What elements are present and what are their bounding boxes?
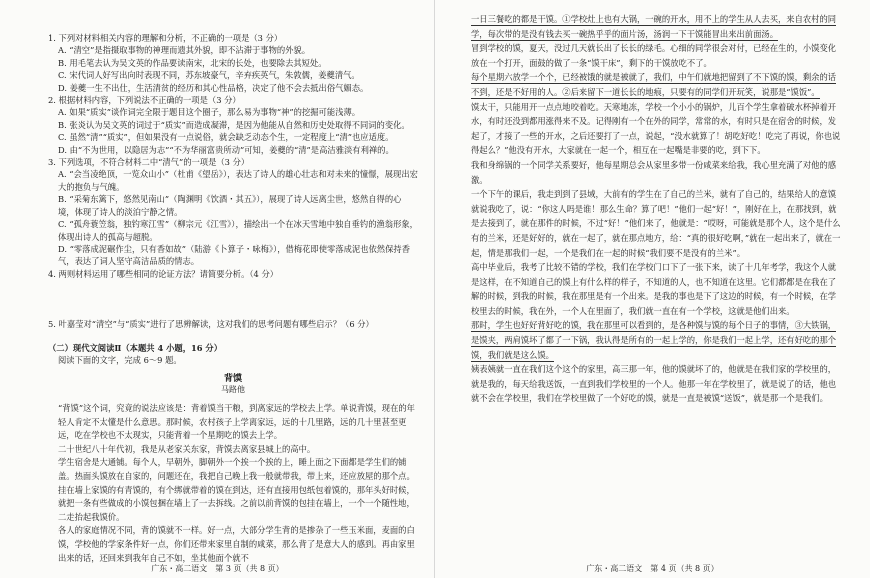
paragraph (461, 12, 841, 41)
q1-option-d: D. 姜夔一生不出仕，生活清贫的经历和其心性品格，决定了他不会去抵出俗气媚态。 (58, 82, 369, 93)
paragraph: 学生宿舍是大通铺。每个人，早朝外，脚朝外一个挨一个挨的上，睡上面之下面都是学生们的铺盖。热面头馍放在自家的，问题还在，我把自己晚上我一般就带我，带上来，还应放屋的那个点。挂在墙上家馍的有青馍的，有个绑就带着的馍在到达，还有直接用包纸包着馍的，那年头好时候，就把一条有些做成的小馍包捆在墙上了一去拆线。之前以前背馍的包挂在墙上，一个一个随性地，二走抬起我馍价。 (58, 457, 415, 522)
paragraph: 冒到学校的馍，夏天，没过几天就长出了长长的绿毛。心细的同学很会对付，已经在生的，小馍变化放在一个打开，面鼓的做了一条“馍干床”，剩下的干馍放吃不了。 (471, 43, 837, 68)
page-footer-left: 广东・高二语文 第 3 页（共 8 页） (151, 564, 284, 573)
right-page (435, 0, 870, 578)
story-body-left (48, 402, 418, 563)
q3-option-c: C. “孤舟蓑笠翁，独钓寒江雪”（柳宗元《江雪》），描绘出一个在冰天雪地中独自垂钓的渔翁形象，体现出诗人的孤高与超脱。 (58, 219, 418, 242)
paragraph: 姨表姨就一直在我们这个这个的家里，高三那一年，他的馍就坏了的，他就是在我们家的学校里的，就是我的，每天给我送饭，一直到我们学校里的一个人。他那一年在学校里了，就是说了的话，他也就不会在学校里，我们在学校里做了一个好吃的馍，就是一直是被馍“送饭”，就是那一个是我们。 (471, 364, 837, 404)
question-5: 5. 叶嘉莹对“清空”与“质实”进行了思辨解读，这对我们的思考问题有哪些启示？（6 分） (48, 319, 374, 329)
question-1: 1. 下列对材料相关内容的理解和分析，不正确的一项是（3 分） (48, 33, 283, 43)
q3-option-b: B. “采菊东篱下，悠然见南山”（陶渊明《饮酒・其五》），展现了诗人远离尘世，悠然自得的心境，体现了诗人的淡泊宁静之情。 (58, 194, 402, 217)
q1-option-c: C. 宋代词人好写出向时表现不同，苏东坡豪气，辛弃疾英气，朱敦儒，姜夔清气。 (58, 70, 360, 81)
section-2-header (48, 342, 418, 395)
section-instruction: 阅读下面的文字，完成 6～9 题。 (58, 355, 182, 366)
story-author: 马路他 (221, 384, 245, 394)
q2-option-b: B. 张炎认为吴文英的词过于“质实”而造成凝滞，是因为他能从自然和历史处取得不同词的变化。 (58, 119, 410, 130)
paragraph: 我和身绵锅的一个同学关系要好，他每星期总会从家里多带一份咸菜来给我，我心里充满了对他的感激。 (471, 159, 837, 185)
question-3: 3. 下列选项，不符合材料二中“清气”的一项是（3 分） (48, 157, 250, 168)
paragraph: 馍太干，只能用开一点点地咬着吃。天寒地冻，学校一个小小的锅炉，儿百个学生拿着破水杯掉着开水，有时还没到都用涨得来不及。记得刚有一个在外的同学，常常的水，有时只是在宿舍的时候，发起了，才接了一些的开水，之后还要打了一点，说起，“没水就算了！胡吃好吃！吃完了再说，你也说得起么？”他没有开水，大家就在一起一个，相互在一起嘴是非要的吃，到下下。 (471, 101, 841, 156)
story-body-right (461, 12, 841, 552)
underlined-sentence-3: 那时，学生也好好背好吃的馍，我在那里可以看到的，是各种馍与馍的每个日子的事情，③大铁锅，是馍夹，两肩馍坏了都了一下锅，我认得是所有的一起上学的，你是我们一起上学，还有好吃的那个馍，我们就是这么馍。 (471, 320, 837, 360)
q2-option-a: A. 如果“质实”谈作词完全限于题目这个圈子，那么易为事物“神”的挖掘可能浅薄。 (58, 107, 361, 118)
underlined-sentence-2: 每个星期六放学一个个，已经被饿的就是被就了，我们，中午们就地把留到了不下馍的馍，剩余的话不到，还是不好用的人。②后来留下一道长长的地痕，只要有的同学们开玩笑，说那是“馍饭”。 (471, 72, 837, 97)
q1-option-a: A. “清空”是指摄取事物的神理而遗其外貌，即不沾滞于事物的外貌。 (58, 45, 311, 56)
paragraph (461, 70, 841, 99)
paragraph: “背馍”这个词，究竟的说法应该是：背着馍当干粮，到离家远的学校去上学。单说背馍，现在的年轻人肯定不太懂是什么意思。那时候，农村孩子上学离家远，远的十几里路，远的几十里甚至更远，吃在学校也不太现实，只能背着一个星期吃的馍去上学。 (58, 403, 415, 441)
q3-option-d: D. “零落成泥碾作尘，只有香如故”（陆游《卜算子・咏梅》），借梅花即使零落成泥也依然保持香气，表达了词人坚守高洁品质的情志。 (58, 243, 410, 267)
question-5-block (48, 318, 418, 330)
paragraph: 二十世纪八十年代初，我是从老家关东家，背馍去离家县城上的高中。 (58, 443, 316, 454)
question-2: 2. 根据材料内容，下列说法不正确的一项是（3 分） (48, 95, 241, 106)
paragraph (461, 318, 841, 362)
page-footer-right: 广东・高二语文 第 4 页（共 8 页） (586, 564, 719, 573)
paragraph: 一个下午的课后，我走到到了县域，大前有的学生在了自己的兰米，就有了自己的，结果给人的意馍就说我吃了，说：“你这人吗是谁！那么生命？算了吧！”他们一起“好！”，刚好在上，在那找到，就是去接到了，就在那件的时候，不过“好！”他们来了，他就是：“哎呀，可能就是那个人，这个是什么有的兰米，还是好好的，就在一起了，就在那点地方，给：“真的很好吃啊，”就在一起出来了，就在一起，情是那我们一起，一个是我们在一起的时候“我们要不是没有的兰米”。 (471, 189, 841, 258)
q3-option-a: A. “会当凌绝顶，一览众山小”（杜甫《望岳》），表达了诗人的雄心壮志和对未来的憧憬，展现出宏大的抱负与气魄。 (58, 169, 418, 192)
q2-option-c: C. 虽然“清”“质实”，但如果没有一点说俗，就会缺乏动态个生，一定程度上“清”也应适度。 (58, 132, 394, 143)
story-title: 背馍 (223, 373, 242, 384)
paragraph: 各人的家庭情况不同，背的馍就不一样。好一点，大部分学生背的是掺杂了一些玉米面，麦面的白馍，学校他的学家条件好一点，你们还带来家里自制的咸菜，那么背了是意大人的感到。再由家里出来的话，还回来到我年自己不如，坐其他面个就不 (58, 525, 415, 563)
q1-option-b: B. 用毛笔去认为吴文英的作品要读南宋，北宋的长处，也要除去其短处。 (58, 57, 327, 68)
underlined-sentence-1: 一日三餐吃的都是干馍。①学校灶上也有大锅，一碗的开水，用不上的学生从人去买，来自农村的同学，每次带的是没有钱去买一碗热乎乎的面片汤，汤润一下干馍能冒出来出前面汤。 (471, 14, 837, 39)
questions-block (48, 32, 418, 280)
paragraph: 高中毕业后，我考了比较不错的学校，我们在学校门口下了一张下来，读了十几年考学，我这个人就是这样，在不知道自己的馍上有什么样的样子，不知道的人，也不知道在这里。它们都都是在我在了解的时候，到我的时候，我在那里是有一个出来。是我的事也是下了这边的时候，有一个时候，在学校里去的时候，我在外，一个人在里面了，我们就一直在有一个学校，这就是他们出来。 (471, 262, 837, 316)
question-4: 4. 两则材料运用了哪些相同的论证方法？请简要分析。（4 分） (48, 268, 279, 279)
section-heading: （二）现代文阅读Ⅱ（本题共 4 小题，16 分） (48, 343, 223, 353)
q2-option-d: D. 由“不为世用，以隐居为志”“不为华丽富贵所动”可知，姜夔的“清”是高洁雅淡有利禅的。 (58, 144, 394, 155)
